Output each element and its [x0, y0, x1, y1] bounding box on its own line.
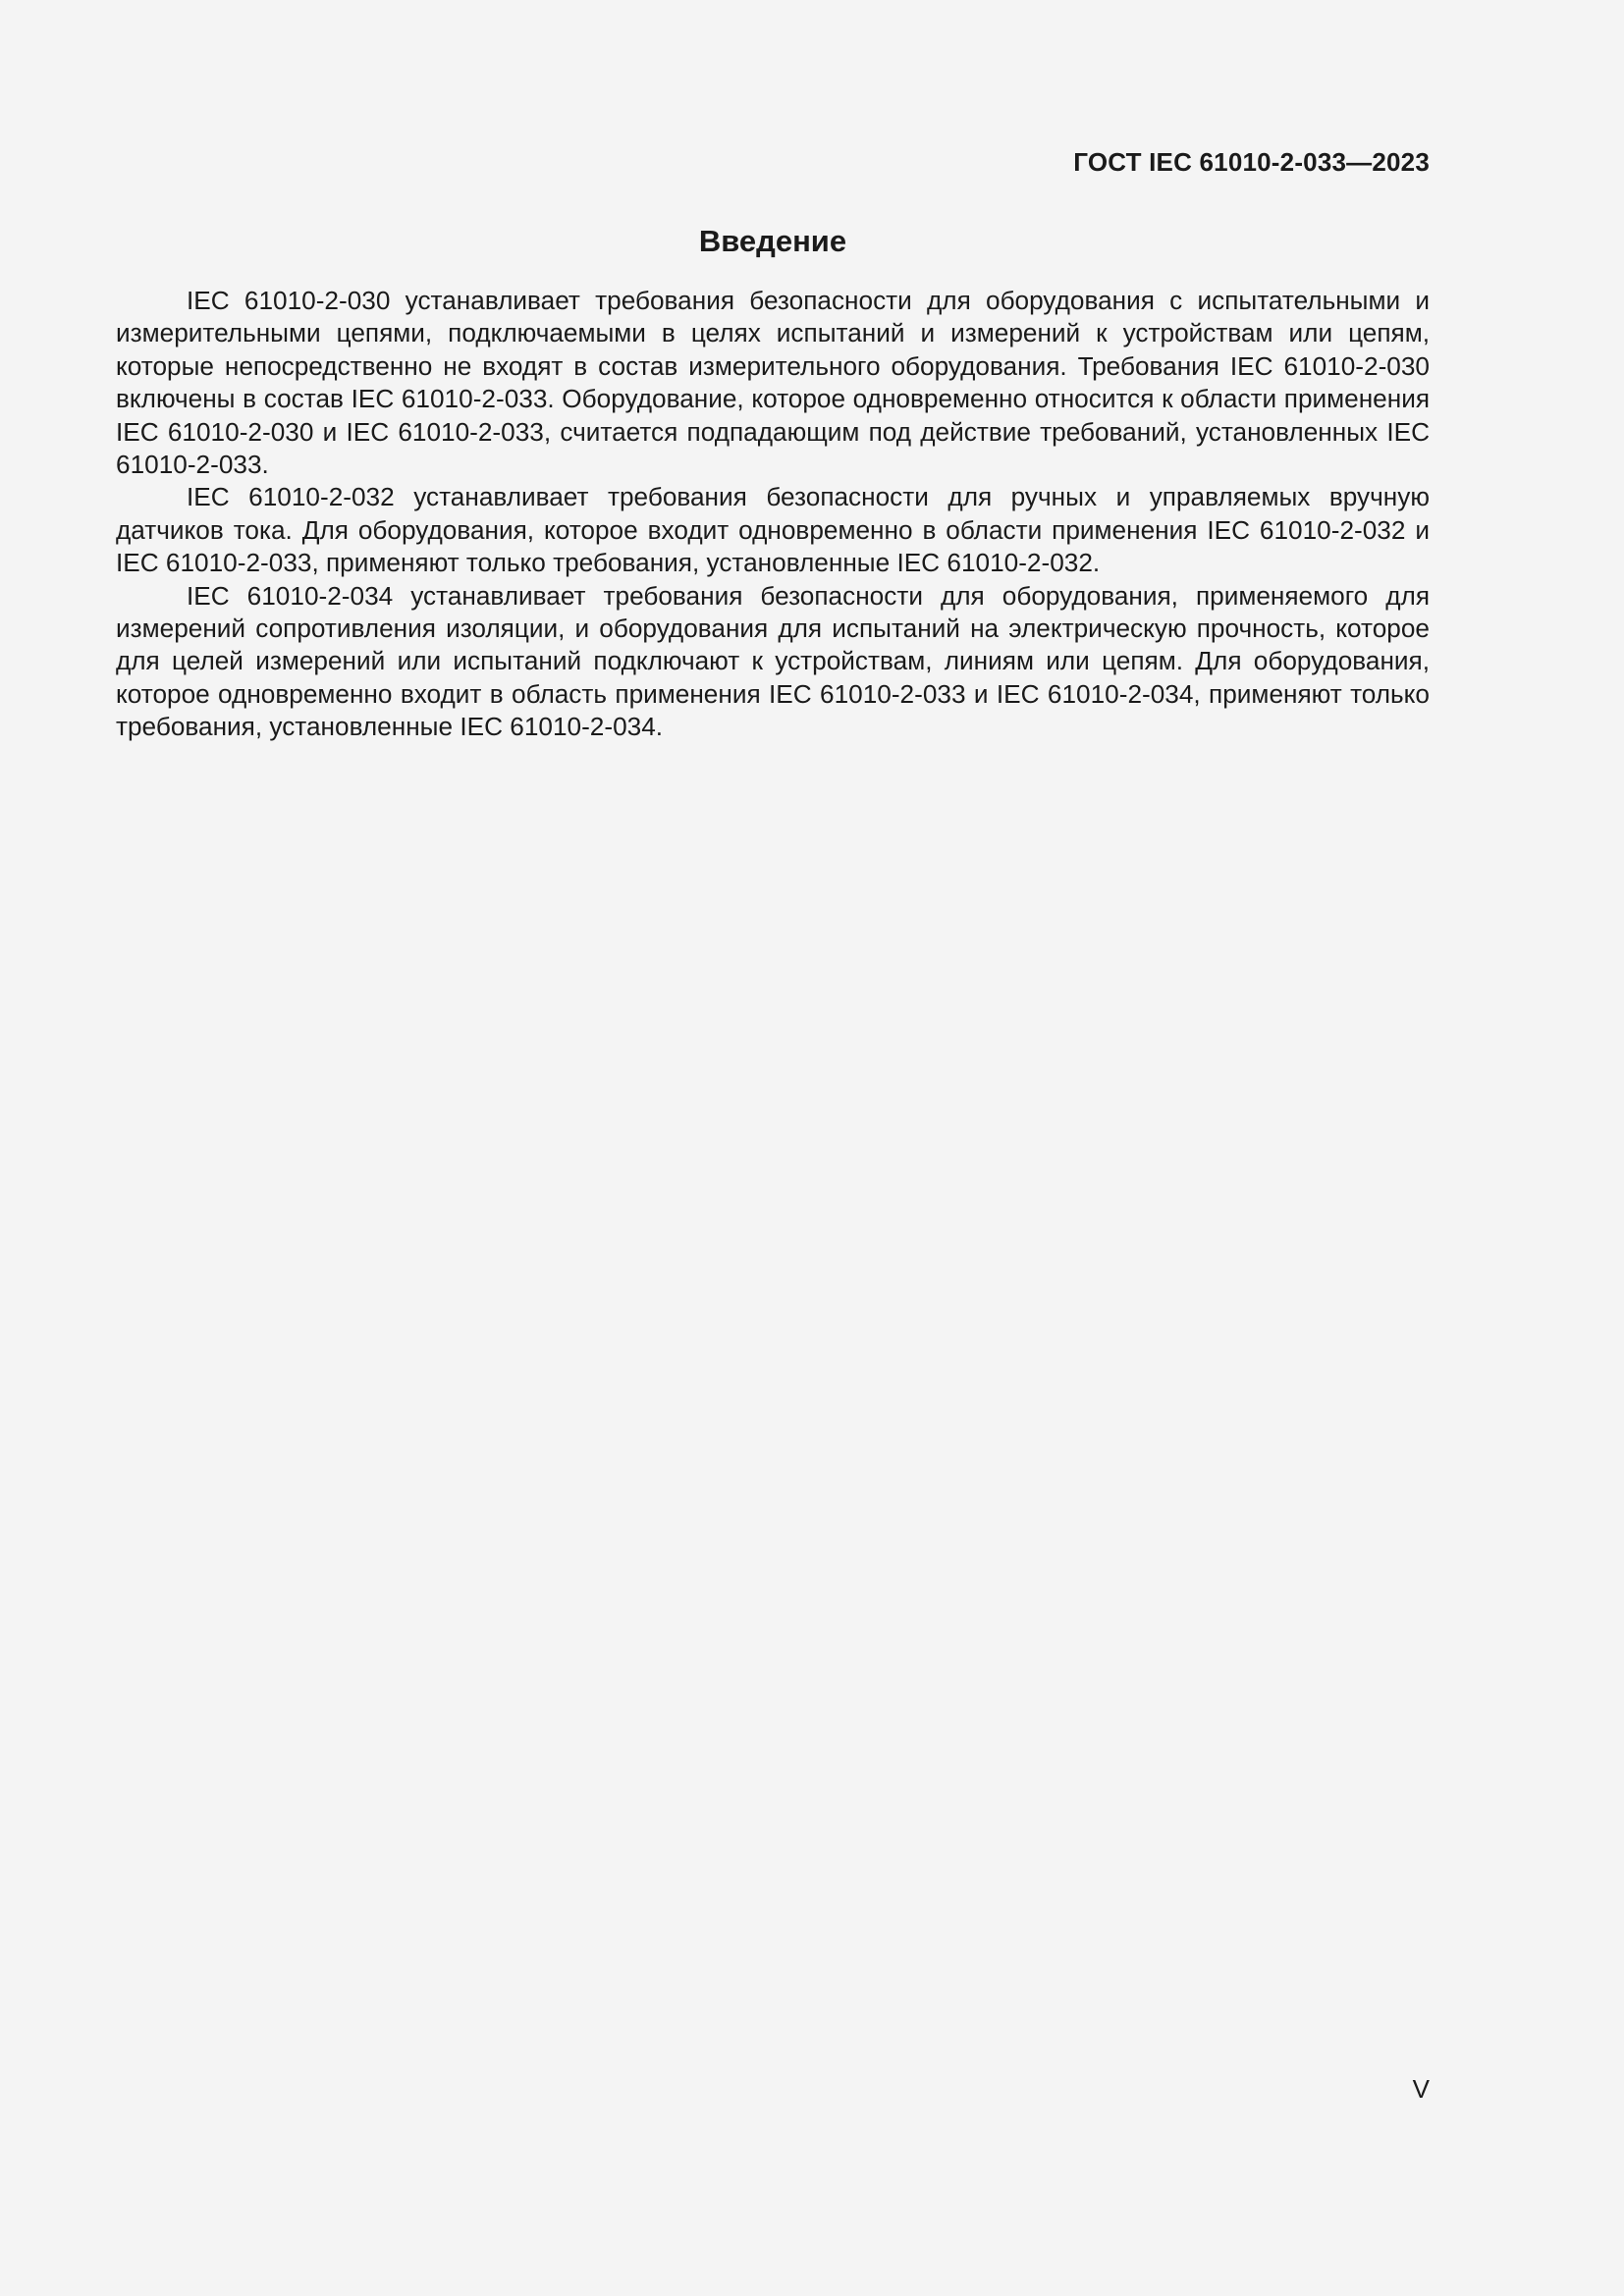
document-header: ГОСТ IEC 61010-2-033—2023 — [1073, 147, 1430, 177]
page-number: V — [1412, 2074, 1430, 2104]
paragraph: IEC 61010-2-034 устанавливает требования безопасности для оборудования, применяемого для измерений сопротивления изоляции, и оборудования для испытаний на электрическую прочность, которое для целей измерений или испытаний подключают к устройствам, линиям или цепям. Для оборудования, которое одновременно входит в область применения IEC 61010-2-033 и IEC 61010-2-034, применяют только требования, установленные IEC 61010-2-034. — [116, 580, 1430, 742]
page-title: Введение — [698, 224, 847, 258]
document-body — [116, 285, 1430, 744]
paragraph: IEC 61010-2-032 устанавливает требования безопасности для ручных и управляемых вручную датчиков тока. Для оборудования, которое входит одновременно в области применения IEC 61010-2-032 и IEC 61010-2-033, применяют только требования, установленные IEC 61010-2-032. — [116, 482, 1430, 578]
paragraph: IEC 61010-2-030 устанавливает требования безопасности для оборудования с испытательными и измерительными цепями, подключаемыми в целях испытаний и измерений к устройствам или цепям, которые непосредственно не входят в состав измерительного оборудования. Требования IEC 61010-2-030 включены в состав IEC 61010-2-033. Оборудование, которое одновременно относится к области применения IEC 61010-2-030 и IEC 61010-2-033, считается подпадающим под действие требований, установленных IEC 61010-2-033. — [116, 286, 1430, 480]
